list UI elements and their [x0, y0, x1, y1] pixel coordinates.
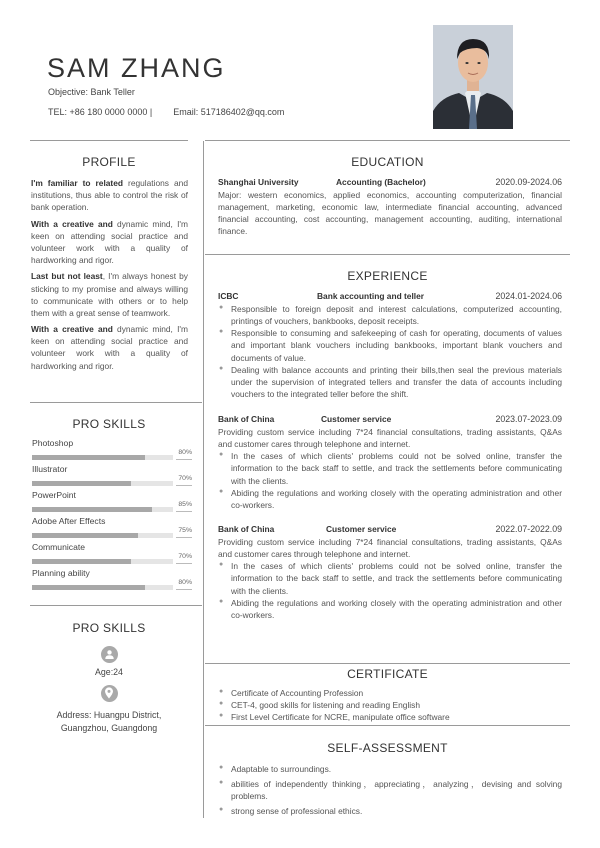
job-role: Bank accounting and teller [317, 291, 425, 301]
job-company: ICBC [218, 291, 239, 301]
contact-line [48, 106, 284, 119]
location-pin-icon [101, 685, 118, 702]
self-assessment-item: ● strong sense of professional ethics. [218, 804, 562, 819]
education-heading: EDUCATION [351, 155, 424, 169]
skill-bar-fill [32, 507, 152, 512]
job-bullets [218, 450, 562, 511]
skill-name: Illustrator [32, 464, 68, 474]
skill-percent: 80% [176, 578, 192, 590]
skill-bar [32, 559, 173, 564]
job-bullet: ● Abiding the regulations and working closely with the operating administration and other co-workers. [218, 487, 562, 511]
email: Email: 517186402@qq.com [173, 107, 285, 117]
certificate-item: ● First Level Certificate for NCRE, manipulate office software [218, 711, 562, 723]
certificate-section [218, 687, 562, 724]
certificate-item: ● CET-4, good skills for listening and reading English [218, 699, 562, 711]
job-role: Customer service [321, 414, 392, 424]
info-heading: PRO SKILLS [72, 621, 146, 635]
profile-paragraph: With a creative and dynamic mind, I'm keen on attending social practice and volunteer work with a quality of hardworking and rigor. [31, 324, 188, 371]
info-section [30, 646, 188, 734]
self-assessment-list [218, 762, 562, 819]
skill-bar [32, 455, 173, 460]
skill-name: Communicate [32, 542, 86, 552]
divider-experience [205, 254, 570, 255]
education-major: Major: western economics, applied economics, accounting computerization, financial management, marketing, economic law, intermediate financial accounting, advanced financial accounting, cost accounting, management accounting, auditing, international finance. [218, 189, 562, 237]
skill-bar-fill [32, 533, 138, 538]
job-role: Customer service [326, 524, 397, 534]
skill-percent: 70% [176, 474, 192, 486]
job-bullet: ● In the cases of which clients' problems could not be solved online, transfer the information to the back staff to settle, and track the settlements before communicating with the clients. [218, 450, 562, 487]
experience-heading: EXPERIENCE [347, 269, 428, 283]
job-row [218, 413, 562, 426]
profile-section [31, 177, 188, 376]
skill-percent: 80% [176, 448, 192, 460]
job-date: 2022.07-2022.09 [495, 524, 562, 534]
skill-item [32, 489, 192, 512]
job-summary: Providing custom service including 7*24 financial consultations, trading assistants, Q&As and customer cares through telephone and internet. [218, 426, 562, 449]
degree: Accounting (Bachelor) [336, 177, 426, 187]
divider-certificate [205, 663, 570, 664]
profile-paragraph: With a creative and dynamic mind, I'm keen on attending social practice and volunteer work with a quality of hardworking and rigor. [31, 218, 188, 266]
skill-item [32, 463, 192, 486]
self-assessment-item: ● Adaptable to surroundings. [218, 762, 562, 777]
job-bullet: ● Responsible to consuming and safekeeping of cash for operating, documents of values and important blank vouchers including bankbooks, important blank vouchers and documents of value. [218, 327, 562, 364]
skill-item [32, 567, 192, 590]
job-bullets [218, 560, 562, 621]
divider-left-top [30, 140, 188, 141]
self-assessment-item: ● abilities of independently thinking，appreciating，analyzing，devising and solving problems. [218, 778, 562, 802]
certificate-item: ● Certificate of Accounting Profession [218, 687, 562, 699]
objective: Objective: Bank Teller [48, 87, 135, 97]
education-date: 2020.09-2024.06 [495, 177, 562, 187]
skill-item [32, 541, 192, 564]
skill-bar [32, 481, 173, 486]
age: Age:24 [95, 667, 123, 677]
job-summary: Providing custom service including 7*24 financial consultations, trading assistants, Q&As and customer cares through telephone and internet. [218, 536, 562, 559]
skill-name: Planning ability [32, 568, 90, 578]
skill-bar [32, 507, 173, 512]
profile-heading: PROFILE [82, 155, 136, 169]
job-entry [218, 413, 562, 511]
skill-name: Photoshop [32, 438, 74, 448]
job-entry [218, 290, 562, 400]
skill-name: Adobe After Effects [32, 516, 106, 526]
divider-left-skills [30, 402, 202, 403]
job-bullet: ● Abiding the regulations and working closely with the operating administration and other co-workers. [218, 597, 562, 621]
person-icon [101, 646, 118, 663]
job-bullet: ● Dealing with balance accounts and printing their bills,then seal the previous materials under the supervision of integrated tellers and transfer the data of accounts including vouchers to the integrated teller before the shift. [218, 364, 562, 401]
skill-percent: 75% [176, 526, 192, 538]
job-company: Bank of China [218, 524, 275, 534]
skill-bar-fill [32, 559, 131, 564]
skill-name: PowerPoint [32, 490, 76, 500]
job-bullet: ● In the cases of which clients' problems could not be solved online, transfer the information to the back staff to settle, and track the settlements before communicating with the clients. [218, 560, 562, 597]
profile-photo [433, 25, 513, 129]
skill-item [32, 515, 192, 538]
profile-paragraph: I'm familiar to related regulations and institutions, thus able to control the risk of bank operation. [31, 178, 188, 213]
job-row [218, 523, 562, 536]
divider-self-assessment [205, 725, 570, 726]
profile-paragraph: Last but not least, I'm always honest by sticking to my promise and always willing to communicate with others or to help them with a great sense of teamwork. [31, 271, 188, 318]
skills-list [32, 437, 192, 593]
self-assessment-section [218, 762, 562, 819]
skill-bar-fill [32, 481, 131, 486]
school: Shanghai University [218, 177, 299, 187]
skill-bar-fill [32, 455, 145, 460]
skills-heading: PRO SKILLS [72, 417, 146, 431]
education-row [218, 176, 562, 189]
candidate-name: SAM ZHANG [47, 53, 226, 83]
education-section [218, 176, 562, 238]
skill-bar [32, 585, 173, 590]
job-bullets [218, 303, 562, 401]
phone: TEL: +86 180 0000 0000 | [48, 107, 153, 117]
skill-bar-fill [32, 585, 145, 590]
self-assessment-heading: SELF-ASSESSMENT [327, 741, 448, 755]
job-entry [218, 523, 562, 621]
job-bullet: ● Responsible to foreign deposit and interest calculations, computerized accounting, printings of vouchers, bankbooks, deposit receipts. [218, 303, 562, 327]
divider-left-info [30, 605, 202, 606]
job-date: 2023.07-2023.09 [495, 414, 562, 424]
job-row [218, 290, 562, 303]
skill-percent: 70% [176, 552, 192, 564]
certificate-list [218, 687, 562, 724]
vertical-divider [203, 141, 204, 818]
divider-right-top [205, 140, 570, 141]
skill-item [32, 437, 192, 460]
address: Address: Huangpu District, Guangzhou, Guangdong [56, 709, 162, 733]
skill-percent: 85% [176, 500, 192, 512]
certificate-heading: CERTIFICATE [347, 667, 428, 681]
job-company: Bank of China [218, 414, 275, 424]
portrait-image [433, 25, 513, 129]
skill-bar [32, 533, 173, 538]
job-date: 2024.01-2024.06 [495, 291, 562, 301]
